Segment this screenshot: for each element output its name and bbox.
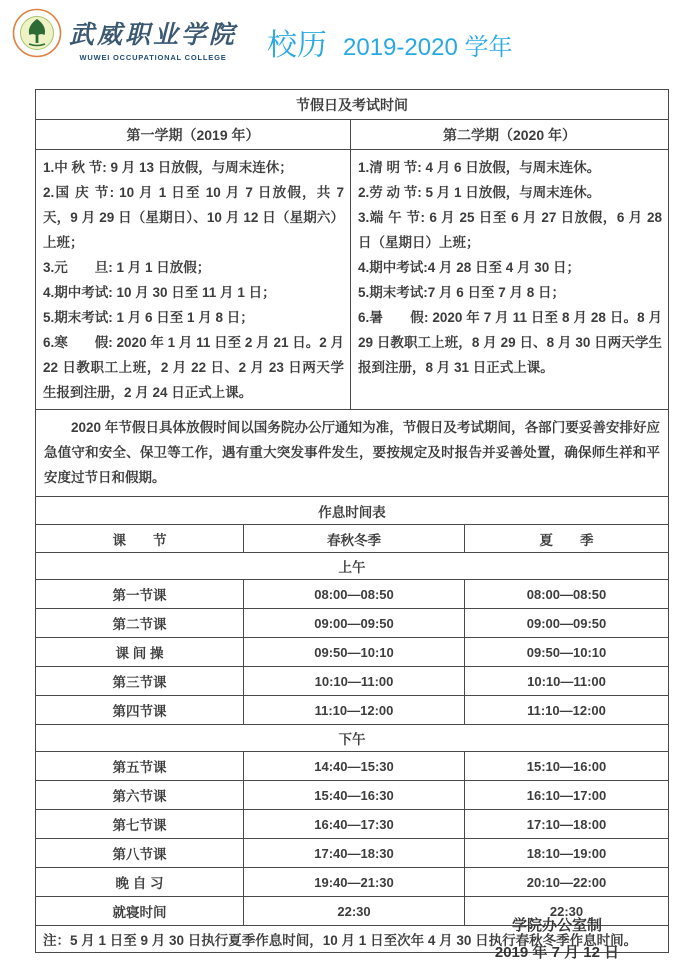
- semester1-items: [36, 150, 351, 410]
- period-label: 第五节课: [36, 752, 244, 781]
- holiday-item: 1.清 明 节: 4 月 6 日放假，与周末连休。: [358, 160, 601, 175]
- semester2-items: [351, 150, 669, 410]
- school-name-cn: 武威职业学院: [69, 20, 238, 49]
- schedule-row: [36, 638, 669, 667]
- holiday-item: 2.劳 动 节: 5 月 1 日放假，与周末连休。: [358, 185, 601, 200]
- schedule-row: [36, 781, 669, 810]
- footer-block: [447, 912, 667, 966]
- holiday-item: 4.期中考试:4 月 28 日至 4 月 30 日；: [358, 260, 581, 275]
- school-seal-icon: [12, 8, 62, 58]
- period-label: 第八节课: [36, 839, 244, 868]
- section-afternoon: 下午: [36, 725, 669, 752]
- school-name-en: WUWEI OCCUPATIONAL COLLEGE: [79, 53, 227, 62]
- holiday-item: 2.国 庆 节: 10 月 1 日至 10 月 7 日放假，共 7 天，9 月 29 日（星期日）、10 月 12 日（星期六）上班；: [43, 185, 344, 250]
- time-spring: 14:40—15:30: [244, 752, 465, 781]
- time-summer: 17:10—18:00: [465, 810, 669, 839]
- period-label: 第六节课: [36, 781, 244, 810]
- schedule-row: [36, 667, 669, 696]
- time-spring: 17:40—18:30: [244, 839, 465, 868]
- period-label: 第一节课: [36, 580, 244, 609]
- schedule-title: 作息时间表: [36, 497, 669, 525]
- time-spring: 08:00—08:50: [244, 580, 465, 609]
- holiday-table-title: 节假日及考试时间: [36, 90, 669, 120]
- holiday-item: 4.期中考试: 10 月 30 日至 11 月 1 日；: [43, 285, 276, 300]
- holiday-notice: 2020 年节假日具体放假时间以国务院办公厅通知为准，节假日及考试期间，各部门要妥善安排好应急值守和安全、保卫等工作，遇有重大突发事件发生，要按规定及时报告并妥善处置，确保师生祥和平安度过节日和假期。: [36, 410, 669, 497]
- time-summer: 22:30: [465, 897, 669, 926]
- period-label: 课 间 操: [36, 638, 244, 667]
- academic-year: 2019-2020 学年: [343, 34, 513, 61]
- holiday-item: 6.暑 假: 2020 年 7 月 11 日至 8 月 28 日。8 月 29 日教职工上班，8 月 29 日、8 月 30 日两天学生报到注册，8 月 31 日正式上课。: [358, 310, 662, 375]
- time-spring: 16:40—17:30: [244, 810, 465, 839]
- semester1-header: 第一学期（2019 年）: [36, 120, 351, 150]
- period-label: 第四节课: [36, 696, 244, 725]
- calendar-title-block: [267, 20, 512, 64]
- col-header-period: 课 节: [36, 525, 244, 553]
- time-spring: 09:50—10:10: [244, 638, 465, 667]
- time-spring: 19:40—21:30: [244, 868, 465, 897]
- footer-issuer: 学院办公室制: [511, 917, 602, 934]
- time-summer: 16:10—17:00: [465, 781, 669, 810]
- col-header-spring-autumn-winter: 春秋冬季: [244, 525, 465, 553]
- time-spring: 09:00—09:50: [244, 609, 465, 638]
- time-spring: 11:10—12:00: [244, 696, 465, 725]
- time-summer: 09:50—10:10: [465, 638, 669, 667]
- period-label: 就寝时间: [36, 897, 244, 926]
- schedule-row: [36, 696, 669, 725]
- schedule-note: 注：5 月 1 日至 9 月 30 日执行夏季作息时间，10 月 1 日至次年 4 月 30 日执行春秋冬季作息时间。: [36, 926, 669, 953]
- footer-date: 2019 年 7 月 12 日: [494, 944, 620, 961]
- school-name-block: [69, 15, 237, 62]
- schedule-row: [36, 868, 669, 897]
- holiday-item: 6.寒 假: 2020 年 1 月 11 日至 2 月 21 日。2 月 22 日教职工上班，2 月 22 日、2 月 23 日两天学生报到注册，2 月 24 日正式上课。: [43, 335, 344, 400]
- time-spring: 15:40—16:30: [244, 781, 465, 810]
- col-header-summer: 夏 季: [465, 525, 669, 553]
- semester2-header: 第二学期（2020 年）: [351, 120, 669, 150]
- schedule-row: [36, 580, 669, 609]
- holiday-item: 5.期末考试:7 月 6 日至 7 月 8 日；: [358, 285, 566, 300]
- time-summer: 18:10—19:00: [465, 839, 669, 868]
- schedule-row: [36, 839, 669, 868]
- period-label: 第三节课: [36, 667, 244, 696]
- holiday-table: [35, 89, 669, 497]
- period-label: 第二节课: [36, 609, 244, 638]
- page-header: [0, 0, 698, 89]
- holiday-item: 1.中 秋 节: 9 月 13 日放假，与周末连休；: [43, 160, 293, 175]
- time-spring: 22:30: [244, 897, 465, 926]
- period-label: 第七节课: [36, 810, 244, 839]
- time-summer: 08:00—08:50: [465, 580, 669, 609]
- time-summer: 10:10—11:00: [465, 667, 669, 696]
- time-summer: 09:00—09:50: [465, 609, 669, 638]
- holiday-item: 3.端 午 节: 6 月 25 日至 6 月 27 日放假，6 月 28 日（星期日）上班；: [358, 210, 662, 250]
- time-summer: 20:10—22:00: [465, 868, 669, 897]
- schedule-table: [35, 496, 669, 953]
- page-title: 校历: [267, 29, 328, 62]
- time-spring: 10:10—11:00: [244, 667, 465, 696]
- time-summer: 15:10—16:00: [465, 752, 669, 781]
- time-summer: 11:10—12:00: [465, 696, 669, 725]
- schedule-row: [36, 810, 669, 839]
- section-morning: 上午: [36, 553, 669, 580]
- holiday-item: 5.期末考试: 1 月 6 日至 1 月 8 日；: [43, 310, 254, 325]
- schedule-row: [36, 752, 669, 781]
- period-label: 晚 自 习: [36, 868, 244, 897]
- schedule-row: [36, 609, 669, 638]
- holiday-item: 3.元 旦: 1 月 1 日放假；: [43, 260, 211, 275]
